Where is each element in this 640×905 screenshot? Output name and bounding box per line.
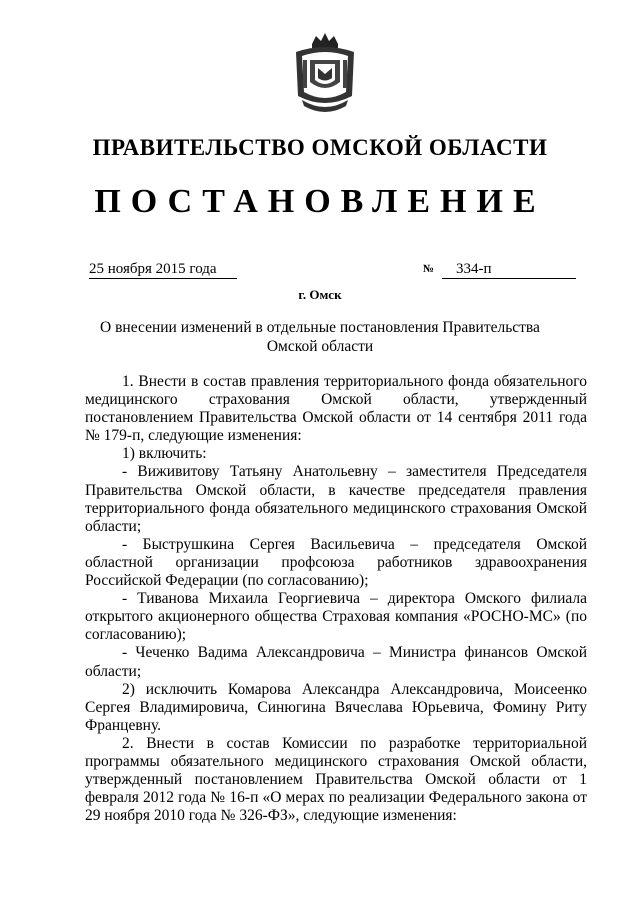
body-paragraph: 1. Внести в состав правления территориального фонда обязательного медицинского страхования Омской области, утвержденный постановлением Правительства Омской области от 14 сентября 2011 года № 179-п, следующие изменения: (85, 373, 587, 445)
body-paragraph: - Чеченко Вадима Александровича – Министра финансов Омской области; (85, 644, 587, 680)
document-body (85, 373, 587, 825)
number-label: № (423, 263, 435, 275)
organization-name: ПРАВИТЕЛЬСТВО ОМСКОЙ ОБЛАСТИ (92, 135, 548, 160)
body-paragraph: 2. Внести в состав Комиссии по разработке территориальной программы обязательного медицинского страхования Омской области, утвержденный постановлением Правительства Омской области от 1 февраля 2012 года № 16-п «О мерах по реализации Федерального закона от 29 ноября 2010 года № 326-ФЗ», следующие изменения: (85, 734, 587, 825)
body-paragraph: - Тиванова Михаила Георгиевича – директора Омского филиала открытого акционерного общества Страховая компания «РОСНО-МС» (по согласованию); (85, 590, 587, 644)
document-date: 25 ноября 2015 года (89, 260, 237, 279)
document-title-line-1: О внесении изменений в отдельные постановления Правительства (100, 319, 540, 336)
document-title (100, 318, 540, 356)
body-paragraph: 1) включить: (122, 445, 207, 463)
body-paragraph: - Виживитову Татьяну Анатольевну – заместителя Председателя Правительства Омской области, в качестве председателя правления территориального фонда обязательного медицинского страхования Омской области; (85, 463, 587, 535)
document-city: г. Омск (298, 287, 342, 302)
document-type: ПОСТАНОВЛЕНИЕ (94, 183, 546, 220)
document-title-line-2: Омской области (266, 338, 374, 355)
body-paragraph: 2) исключить Комарова Александра Александровича, Моисеенко Сергея Владимировича, Синюгина Вячеслава Юрьевича, Фомину Риту Францевну. (85, 680, 587, 734)
document-number: 334-п (442, 260, 576, 279)
body-paragraph: - Быструшкина Сергея Васильевича – председателя Омской областной организации профсоюза работников здравоохранения Российской Федерации (по согласованию); (85, 535, 587, 590)
coat-of-arms-emblem (290, 30, 360, 115)
